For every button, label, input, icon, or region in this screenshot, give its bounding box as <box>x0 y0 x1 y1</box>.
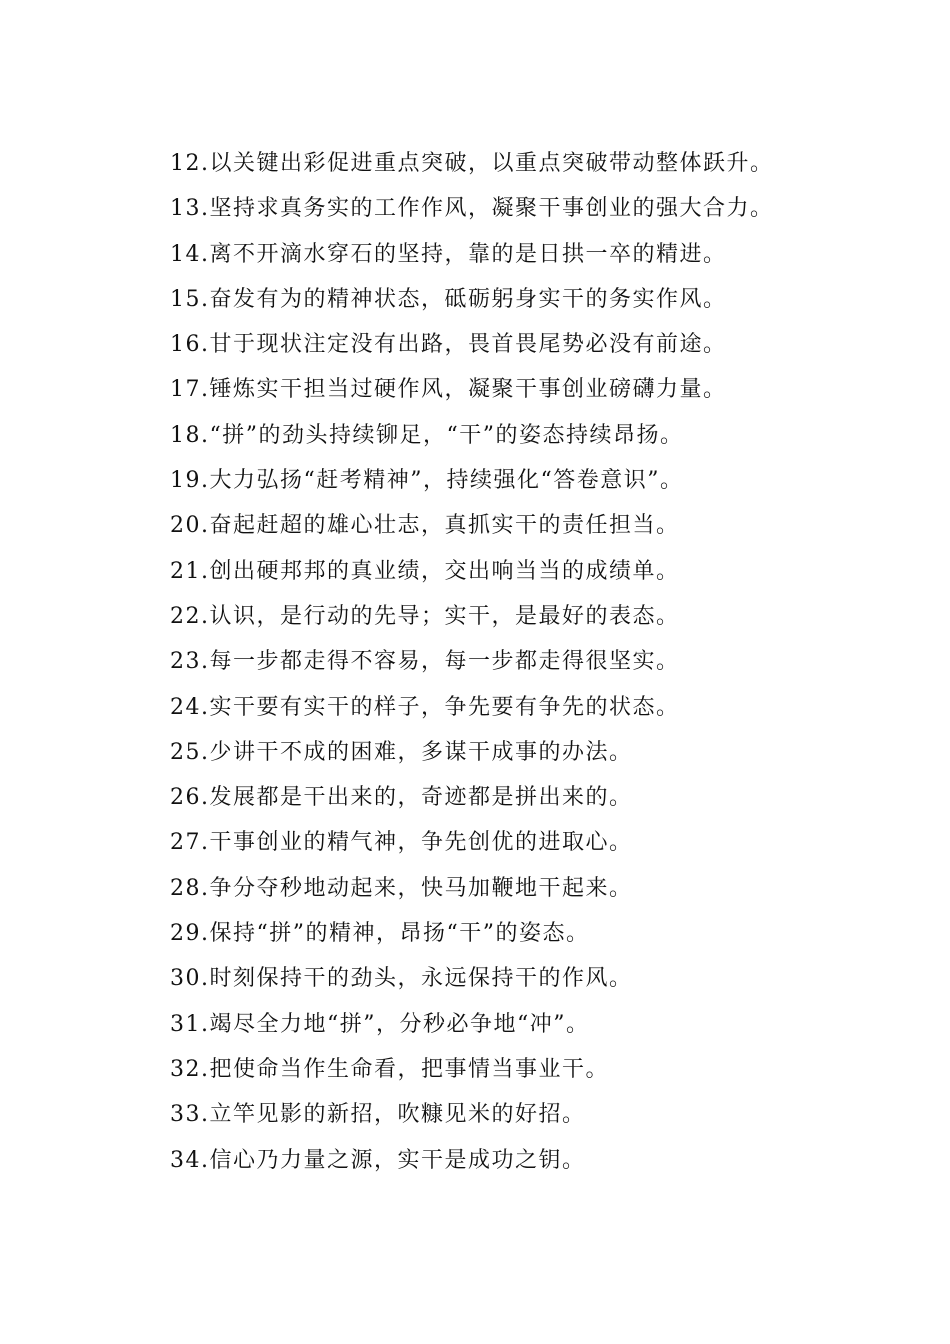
list-item: 15.奋发有为的精神状态，砥砺躬身实干的务实作风。 <box>170 286 727 312</box>
list-item: 18.“拼”的劲头持续铆足，“干”的姿态持续昂扬。 <box>170 422 684 448</box>
list-item: 28.争分夺秒地动起来，快马加鞭地干起来。 <box>170 875 633 901</box>
list-item: 13.坚持求真务实的工作作风，凝聚干事创业的强大合力。 <box>170 196 774 222</box>
list-item: 14.离不开滴水穿石的坚持，靠的是日拱一卒的精进。 <box>170 241 727 267</box>
list-item: 12.以关键出彩促进重点突破，以重点突破带动整体跃升。 <box>170 151 774 176</box>
list-item: 26.发展都是干出来的，奇迹都是拼出来的。 <box>170 785 633 811</box>
list-item: 23.每一步都走得不容易，每一步都走得很坚实。 <box>170 649 680 675</box>
list-item: 30.时刻保持干的劲头，永远保持干的作风。 <box>170 966 633 992</box>
list-item: 19.大力弘扬“赶考精神”，持续强化“答卷意识”。 <box>170 468 684 494</box>
list-item: 21.创出硬邦邦的真业绩，交出响当当的成绩单。 <box>170 558 680 584</box>
slogan-list <box>170 141 930 1183</box>
list-item: 16.甘于现状注定没有出路，畏首畏尾势必没有前途。 <box>170 332 727 358</box>
list-item: 32.把使命当作生命看，把事情当事业干。 <box>170 1056 609 1082</box>
list-item: 27.干事创业的精气神，争先创优的进取心。 <box>170 830 633 856</box>
list-item: 31.竭尽全力地“拼”，分秒必争地“冲”。 <box>170 1011 590 1037</box>
list-item: 17.锤炼实干担当过硬作风，凝聚干事创业磅礴力量。 <box>170 377 727 403</box>
list-item: 22.认识，是行动的先导；实干，是最好的表态。 <box>170 603 680 629</box>
list-item: 34.信心乃力量之源，实干是成功之钥。 <box>170 1147 586 1173</box>
list-item: 24.实干要有实干的样子，争先要有争先的状态。 <box>170 694 680 720</box>
list-item: 20.奋起赶超的雄心壮志，真抓实干的责任担当。 <box>170 513 680 539</box>
list-item: 25.少讲干不成的困难，多谋干成事的办法。 <box>170 739 633 765</box>
list-item: 33.立竿见影的新招，吹糠见米的好招。 <box>170 1102 586 1128</box>
list-item: 29.保持“拼”的精神，昂扬“干”的姿态。 <box>170 921 590 947</box>
